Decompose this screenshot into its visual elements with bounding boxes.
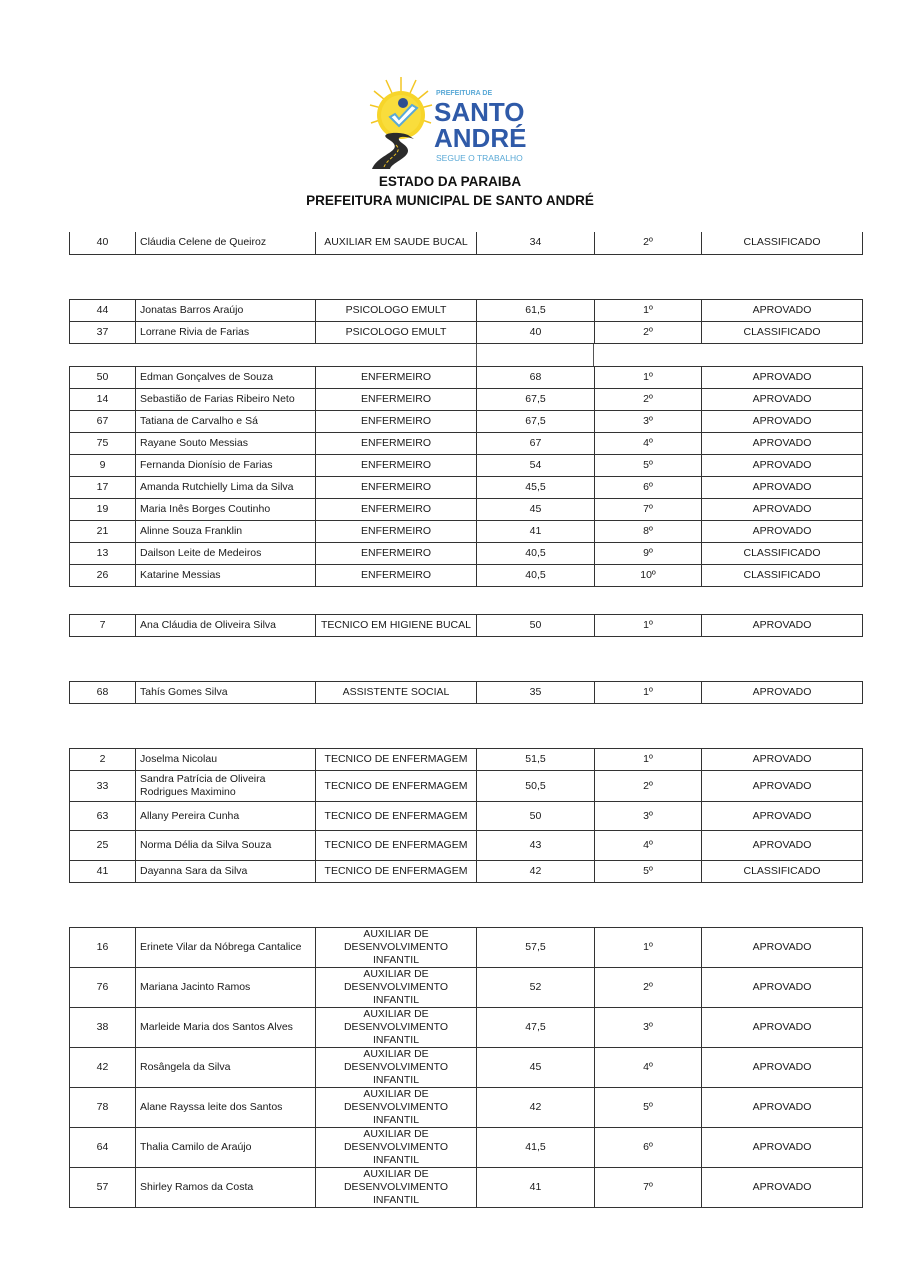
candidate-rank: 5º [595,455,702,477]
candidate-status: APROVADO [702,615,863,637]
candidate-score: 45 [477,1048,595,1088]
candidate-score: 51,5 [477,749,595,771]
candidate-id: 17 [70,477,136,499]
results-table-enfermeiro [69,366,863,587]
table-row [70,455,863,477]
candidate-score: 45,5 [477,477,595,499]
candidate-role: ENFERMEIRO [316,455,477,477]
candidate-name: Cláudia Celene de Queiroz [136,232,316,254]
table-row [70,367,863,389]
results-table-tecnico-enfermagem [69,748,863,883]
candidate-id: 37 [70,322,136,344]
candidate-id: 33 [70,771,136,802]
candidate-role: ASSISTENTE SOCIAL [316,682,477,704]
candidate-name: Norma Délia da Silva Souza [136,831,316,861]
candidate-rank: 2º [595,771,702,802]
candidate-rank: 8º [595,521,702,543]
candidate-status: APROVADO [702,411,863,433]
candidate-name: Dayanna Sara da Silva [136,861,316,883]
candidate-id: 50 [70,367,136,389]
candidate-name: Marleide Maria dos Santos Alves [136,1008,316,1048]
candidate-name: Allany Pereira Cunha [136,802,316,831]
candidate-status: APROVADO [702,1008,863,1048]
candidate-rank: 7º [595,1168,702,1208]
empty-spacer-row [315,343,594,367]
candidate-name: Fernanda Dionísio de Farias [136,455,316,477]
candidate-name: Sandra Patrícia de Oliveira Rodrigues Maximino [136,771,316,802]
candidate-id: 16 [70,928,136,968]
candidate-score: 52 [477,968,595,1008]
results-table-auxiliar-saude-bucal [69,232,863,255]
candidate-score: 54 [477,455,595,477]
candidate-status: APROVADO [702,367,863,389]
candidate-role: PSICOLOGO EMULT [316,300,477,322]
candidate-rank: 1º [595,682,702,704]
candidate-status: APROVADO [702,831,863,861]
candidate-id: 14 [70,389,136,411]
candidate-status: APROVADO [702,477,863,499]
candidate-status: APROVADO [702,521,863,543]
table-row [70,928,863,968]
candidate-role: TECNICO DE ENFERMAGEM [316,771,477,802]
candidate-name: Ana Cláudia de Oliveira Silva [136,615,316,637]
candidate-score: 67,5 [477,411,595,433]
candidate-rank: 10º [595,565,702,587]
table-row [70,861,863,883]
candidate-role: ENFERMEIRO [316,565,477,587]
table-row [70,389,863,411]
candidate-role: TECNICO DE ENFERMAGEM [316,831,477,861]
results-table-tecnico-higiene-bucal [69,614,863,637]
candidate-role: TECNICO EM HIGIENE BUCAL [316,615,477,637]
candidate-role: ENFERMEIRO [316,521,477,543]
candidate-status: APROVADO [702,1168,863,1208]
candidate-rank: 3º [595,1008,702,1048]
candidate-rank: 3º [595,411,702,433]
results-table-psicologo [69,299,863,344]
candidate-id: 7 [70,615,136,637]
candidate-score: 61,5 [477,300,595,322]
candidate-name: Edman Gonçalves de Souza [136,367,316,389]
table-row [70,521,863,543]
candidate-score: 67,5 [477,389,595,411]
candidate-name: Mariana Jacinto Ramos [136,968,316,1008]
table-row [70,1088,863,1128]
candidate-role: TECNICO DE ENFERMAGEM [316,861,477,883]
candidate-status: APROVADO [702,455,863,477]
table-row [70,565,863,587]
candidate-status: APROVADO [702,499,863,521]
candidate-status: CLASSIFICADO [702,543,863,565]
candidate-rank: 5º [595,861,702,883]
divider [476,344,477,367]
candidate-rank: 1º [595,928,702,968]
candidate-score: 45 [477,499,595,521]
municipality-title: PREFEITURA MUNICIPAL DE SANTO ANDRÉ [306,193,594,208]
candidate-name: Jonatas Barros Araújo [136,300,316,322]
table-row [70,682,863,704]
table-row [70,615,863,637]
candidate-status: APROVADO [702,968,863,1008]
candidate-rank: 6º [595,1128,702,1168]
table-row [70,1048,863,1088]
candidate-score: 40,5 [477,565,595,587]
candidate-rank: 2º [595,968,702,1008]
prefeitura-logo [368,73,530,169]
table-row [70,543,863,565]
candidate-name: Alane Rayssa leite dos Santos [136,1088,316,1128]
candidate-id: 68 [70,682,136,704]
candidate-status: APROVADO [702,1088,863,1128]
candidate-id: 41 [70,861,136,883]
candidate-rank: 1º [595,749,702,771]
candidate-name: Joselma Nicolau [136,749,316,771]
candidate-rank: 5º [595,1088,702,1128]
table-row [70,477,863,499]
candidate-role: AUXILIAR DE DESENVOLVIMENTO INFANTIL [316,968,477,1008]
candidate-role: ENFERMEIRO [316,389,477,411]
table-row [70,300,863,322]
candidate-id: 78 [70,1088,136,1128]
candidate-name: Katarine Messias [136,565,316,587]
candidate-score: 43 [477,831,595,861]
candidate-rank: 2º [595,322,702,344]
table-row [70,968,863,1008]
table-row [70,1008,863,1048]
candidate-score: 40 [477,322,595,344]
candidate-role: TECNICO DE ENFERMAGEM [316,749,477,771]
candidate-rank: 2º [595,389,702,411]
candidate-id: 13 [70,543,136,565]
candidate-status: CLASSIFICADO [702,565,863,587]
candidate-id: 57 [70,1168,136,1208]
candidate-id: 21 [70,521,136,543]
candidate-score: 41,5 [477,1128,595,1168]
table-row [70,831,863,861]
candidate-id: 63 [70,802,136,831]
candidate-score: 57,5 [477,928,595,968]
candidate-role: AUXILIAR DE DESENVOLVIMENTO INFANTIL [316,1128,477,1168]
results-table-assistente-social [69,681,863,704]
candidate-score: 40,5 [477,543,595,565]
candidate-role: ENFERMEIRO [316,499,477,521]
candidate-name: Alinne Souza Franklin [136,521,316,543]
candidate-status: CLASSIFICADO [702,322,863,344]
candidate-rank: 4º [595,831,702,861]
table-row [70,802,863,831]
table-row [70,749,863,771]
candidate-score: 50 [477,615,595,637]
candidate-id: 38 [70,1008,136,1048]
candidate-rank: 4º [595,1048,702,1088]
candidate-rank: 2º [595,232,702,254]
candidate-role: PSICOLOGO EMULT [316,322,477,344]
candidate-role: AUXILIAR DE DESENVOLVIMENTO INFANTIL [316,1088,477,1128]
candidate-score: 50 [477,802,595,831]
candidate-role: AUXILIAR EM SAUDE BUCAL [316,232,477,254]
candidate-score: 68 [477,367,595,389]
candidate-role: ENFERMEIRO [316,433,477,455]
candidate-rank: 1º [595,615,702,637]
table-row [70,1128,863,1168]
candidate-id: 26 [70,565,136,587]
candidate-id: 19 [70,499,136,521]
candidate-rank: 4º [595,433,702,455]
candidate-score: 50,5 [477,771,595,802]
candidate-name: Lorrane Rivia de Farias [136,322,316,344]
candidate-status: APROVADO [702,1128,863,1168]
candidate-name: Tatiana de Carvalho e Sá [136,411,316,433]
candidate-score: 41 [477,1168,595,1208]
svg-text:PREFEITURA DE: PREFEITURA DE [436,90,493,97]
candidate-rank: 3º [595,802,702,831]
candidate-score: 35 [477,682,595,704]
candidate-id: 76 [70,968,136,1008]
candidate-score: 41 [477,521,595,543]
table-row [70,1168,863,1208]
candidate-name: Sebastião de Farias Ribeiro Neto [136,389,316,411]
candidate-status: CLASSIFICADO [702,861,863,883]
candidate-status: APROVADO [702,749,863,771]
candidate-role: ENFERMEIRO [316,543,477,565]
candidate-score: 47,5 [477,1008,595,1048]
candidate-role: ENFERMEIRO [316,477,477,499]
candidate-name: Rayane Souto Messias [136,433,316,455]
candidate-status: APROVADO [702,1048,863,1088]
candidate-name: Shirley Ramos da Costa [136,1168,316,1208]
results-table-auxiliar-desenvolvimento-infantil [69,927,863,1208]
candidate-role: ENFERMEIRO [316,411,477,433]
candidate-role: ENFERMEIRO [316,367,477,389]
candidate-role: TECNICO DE ENFERMAGEM [316,802,477,831]
candidate-name: Erinete Vilar da Nóbrega Cantalice [136,928,316,968]
candidate-score: 34 [477,232,595,254]
candidate-status: APROVADO [702,433,863,455]
candidate-id: 25 [70,831,136,861]
svg-text:ANDRÉ: ANDRÉ [434,123,527,153]
table-row [70,232,863,254]
candidate-status: APROVADO [702,682,863,704]
candidate-role: AUXILIAR DE DESENVOLVIMENTO INFANTIL [316,1168,477,1208]
candidate-id: 2 [70,749,136,771]
candidate-status: APROVADO [702,928,863,968]
candidate-id: 9 [70,455,136,477]
candidate-rank: 1º [595,367,702,389]
table-row [70,322,863,344]
candidate-status: CLASSIFICADO [702,232,863,254]
candidate-status: APROVADO [702,300,863,322]
candidate-status: APROVADO [702,802,863,831]
candidate-id: 67 [70,411,136,433]
candidate-score: 67 [477,433,595,455]
candidate-role: AUXILIAR DE DESENVOLVIMENTO INFANTIL [316,1048,477,1088]
candidate-name: Amanda Rutchielly Lima da Silva [136,477,316,499]
candidate-name: Dailson Leite de Medeiros [136,543,316,565]
candidate-rank: 9º [595,543,702,565]
candidate-name: Rosângela da Silva [136,1048,316,1088]
candidate-id: 64 [70,1128,136,1168]
table-row [70,771,863,802]
candidate-status: APROVADO [702,771,863,802]
table-row [70,499,863,521]
candidate-score: 42 [477,1088,595,1128]
candidate-id: 42 [70,1048,136,1088]
svg-text:SANTO: SANTO [434,97,525,127]
candidate-rank: 1º [595,300,702,322]
divider [593,344,594,367]
candidate-name: Thalia Camilo de Araújo [136,1128,316,1168]
candidate-rank: 6º [595,477,702,499]
candidate-name: Maria Inês Borges Coutinho [136,499,316,521]
candidate-id: 75 [70,433,136,455]
candidate-name: Tahís Gomes Silva [136,682,316,704]
candidate-id: 40 [70,232,136,254]
candidate-status: APROVADO [702,389,863,411]
sun-road-emblem-icon [368,73,530,169]
candidate-role: AUXILIAR DE DESENVOLVIMENTO INFANTIL [316,928,477,968]
candidate-id: 44 [70,300,136,322]
state-title: ESTADO DA PARAIBA [378,174,522,189]
table-row [70,433,863,455]
table-row [70,411,863,433]
candidate-role: AUXILIAR DE DESENVOLVIMENTO INFANTIL [316,1008,477,1048]
candidate-score: 42 [477,861,595,883]
svg-text:SEGUE O TRABALHO: SEGUE O TRABALHO [436,153,523,163]
candidate-rank: 7º [595,499,702,521]
